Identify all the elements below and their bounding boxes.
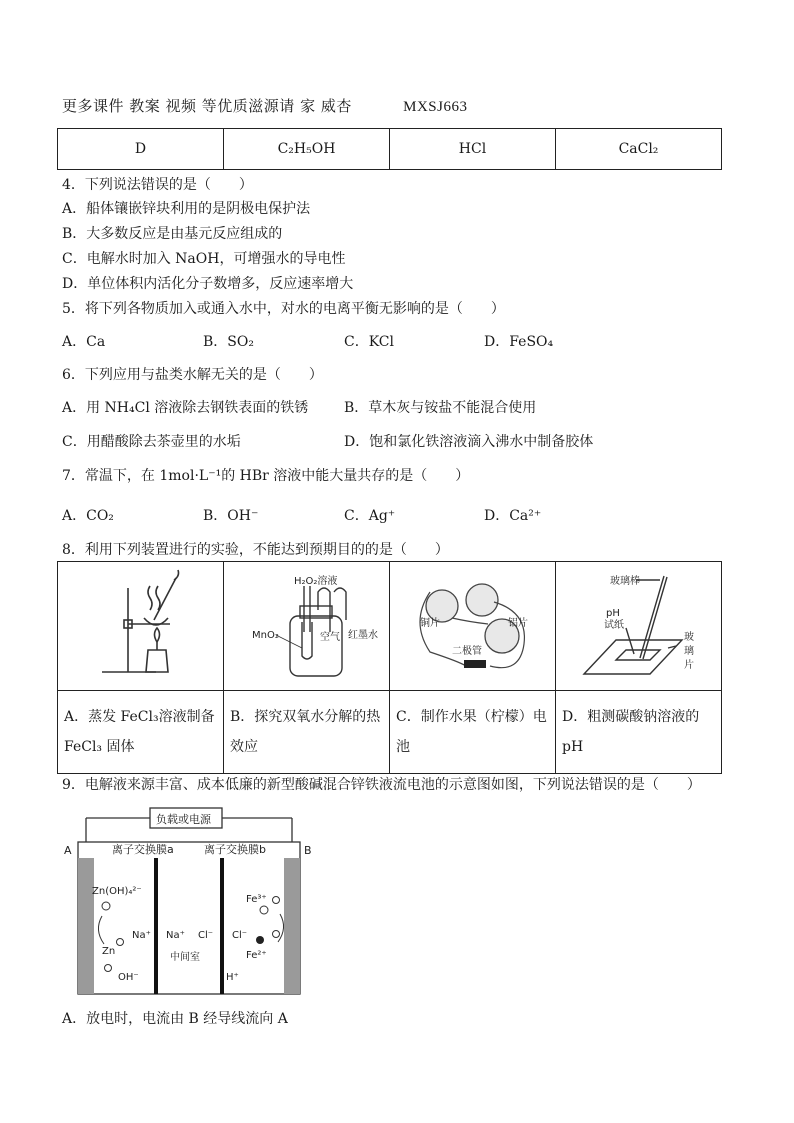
- answer-cell-4: CaCl₂: [556, 129, 722, 170]
- q7-option-a: A．CO₂: [62, 508, 114, 524]
- figure-d-cell: [556, 562, 722, 691]
- q4-stem: 4．下列说法错误的是（ ）: [62, 177, 253, 193]
- load-label: 负载或电源: [156, 813, 211, 826]
- cl-right-label: Cl⁻: [232, 930, 248, 941]
- q6-option-b: B．草木灰与铵盐不能混合使用: [344, 400, 537, 416]
- q7-stem: 7．常温下，在 1mol·L⁻¹的 HBr 溶液中能大量共存的是（ ）: [62, 468, 470, 484]
- header-code: MXSJ663: [403, 99, 468, 115]
- label-ph: pH: [606, 608, 620, 619]
- caption-a: [58, 691, 224, 774]
- caption-c-line-1: C．制作水果（柠檬）电: [396, 709, 547, 725]
- label-mno2: MnO₂: [252, 630, 279, 641]
- cl-middle-label: Cl⁻: [198, 930, 214, 941]
- h-label: H⁺: [226, 972, 239, 983]
- q6-option-d: D．饱和氯化铁溶液滴入沸水中制备胶体: [344, 434, 594, 450]
- evaporation-apparatus-figure: [58, 562, 222, 686]
- label-glass-rod: 玻璃棒: [610, 576, 640, 587]
- caption-d-line-1: D．粗测碳酸钠溶液的 pH: [562, 709, 700, 755]
- q7-option-c: C．Ag⁺: [344, 508, 396, 524]
- na-middle-label: Na⁺: [166, 930, 185, 941]
- membrane-b: [220, 858, 224, 994]
- q5-option-c: C．KCl: [344, 334, 394, 350]
- q8-stem: 8．利用下列装置进行的实验，不能达到预期目的的是（ ）: [62, 542, 449, 558]
- q9-option-a: A．放电时，电流由 B 经导线流向 A: [62, 1011, 288, 1027]
- middle-room-label: 中间室: [170, 952, 200, 963]
- flow-battery-diagram: [62, 804, 312, 1000]
- label-glass-1: 玻: [684, 632, 694, 643]
- table-row: [58, 562, 722, 691]
- caption-c-line-2: 池: [396, 739, 410, 755]
- answer-cell-1: D: [58, 129, 224, 170]
- label-test-paper: 试纸: [604, 620, 624, 631]
- fe3-label: Fe³⁺: [246, 894, 267, 905]
- figure-c-cell: [390, 562, 556, 691]
- q5-option-b: B．SO₂: [203, 334, 254, 350]
- q6-option-c: C．用醋酸除去茶壶里的水垢: [62, 434, 241, 450]
- table-row: [58, 129, 722, 170]
- caption-b-line-1: B．探究双氧水分解的热: [230, 709, 381, 725]
- q5-option-d: D．FeSO₄: [484, 334, 554, 350]
- table-row: [58, 691, 722, 774]
- answer-table: [57, 128, 722, 170]
- q4-option-a: A．船体镶嵌锌块利用的是阴极电保护法: [62, 201, 311, 217]
- experiment-table: [57, 561, 722, 774]
- label-red-ink: 红墨水: [348, 630, 378, 641]
- q5-stem: 5．将下列各物质加入或通入水中，对水的电离平衡无影响的是（ ）: [62, 301, 505, 317]
- terminal-b-label: B: [304, 844, 312, 857]
- q4-option-b: B．大多数反应是由基元反应组成的: [62, 226, 283, 242]
- label-diode: 二极管: [452, 646, 482, 657]
- q7-option-b: B．OH⁻: [203, 508, 259, 524]
- caption-b-line-2: 效应: [230, 739, 258, 755]
- label-air: 空气: [320, 632, 340, 643]
- q6-stem: 6．下列应用与盐类水解无关的是（ ）: [62, 367, 323, 383]
- q5-option-a: A．Ca: [62, 334, 106, 350]
- label-glass-2: 璃: [684, 646, 694, 657]
- page-header: [62, 96, 467, 117]
- caption-c: [390, 691, 556, 774]
- answer-cell-2: C₂H₅OH: [224, 129, 390, 170]
- fe2-label: Fe²⁺: [246, 950, 267, 961]
- na-left-label: Na⁺: [132, 930, 151, 941]
- q4-option-c: C．电解水时加入 NaOH，可增强水的导电性: [62, 251, 346, 267]
- q9-stem: 9．电解液来源丰富、成本低廉的新型酸碱混合锌铁液流电池的示意图如图，下列说法错误的是（ ）: [62, 777, 701, 793]
- membrane-a: [154, 858, 158, 994]
- figure-b-cell: [224, 562, 390, 691]
- q4-option-d: D．单位体积内活化分子数增多，反应速率增大: [62, 276, 354, 292]
- caption-a-line-1: A．蒸发 FeCl₃溶液制备: [64, 709, 215, 725]
- zincate-label: Zn(OH)₄²⁻: [92, 886, 142, 897]
- label-glass-3: 片: [684, 660, 694, 671]
- q6-option-a: A．用 NH₄Cl 溶液除去钢铁表面的铁锈: [62, 400, 309, 416]
- ph-test-figure: [556, 562, 720, 686]
- label-aluminum: 铝片: [508, 618, 528, 629]
- caption-a-line-2: FeCl₃ 固体: [64, 739, 135, 755]
- caption-d: [556, 691, 722, 774]
- zinc-label: Zn: [102, 946, 116, 957]
- electrode-a: [78, 858, 94, 994]
- electrode-b: [284, 858, 300, 994]
- label-h2o2: H₂O₂溶液: [294, 576, 338, 587]
- membrane-a-label: 离子交换膜a: [112, 843, 174, 856]
- fruit-battery-figure: [390, 562, 554, 686]
- q7-option-d: D．Ca²⁺: [484, 508, 542, 524]
- answer-cell-3: HCl: [390, 129, 556, 170]
- header-text: 更多课件 教案 视频 等优质滋源请 家 威杏: [62, 97, 352, 115]
- membrane-b-label: 离子交换膜b: [204, 843, 266, 856]
- label-copper: 铜片: [420, 618, 440, 629]
- oh-label: OH⁻: [118, 972, 139, 983]
- caption-b: [224, 691, 390, 774]
- terminal-a-label: A: [64, 844, 72, 857]
- figure-a-cell: [58, 562, 224, 691]
- h2o2-decomposition-figure: [224, 562, 388, 686]
